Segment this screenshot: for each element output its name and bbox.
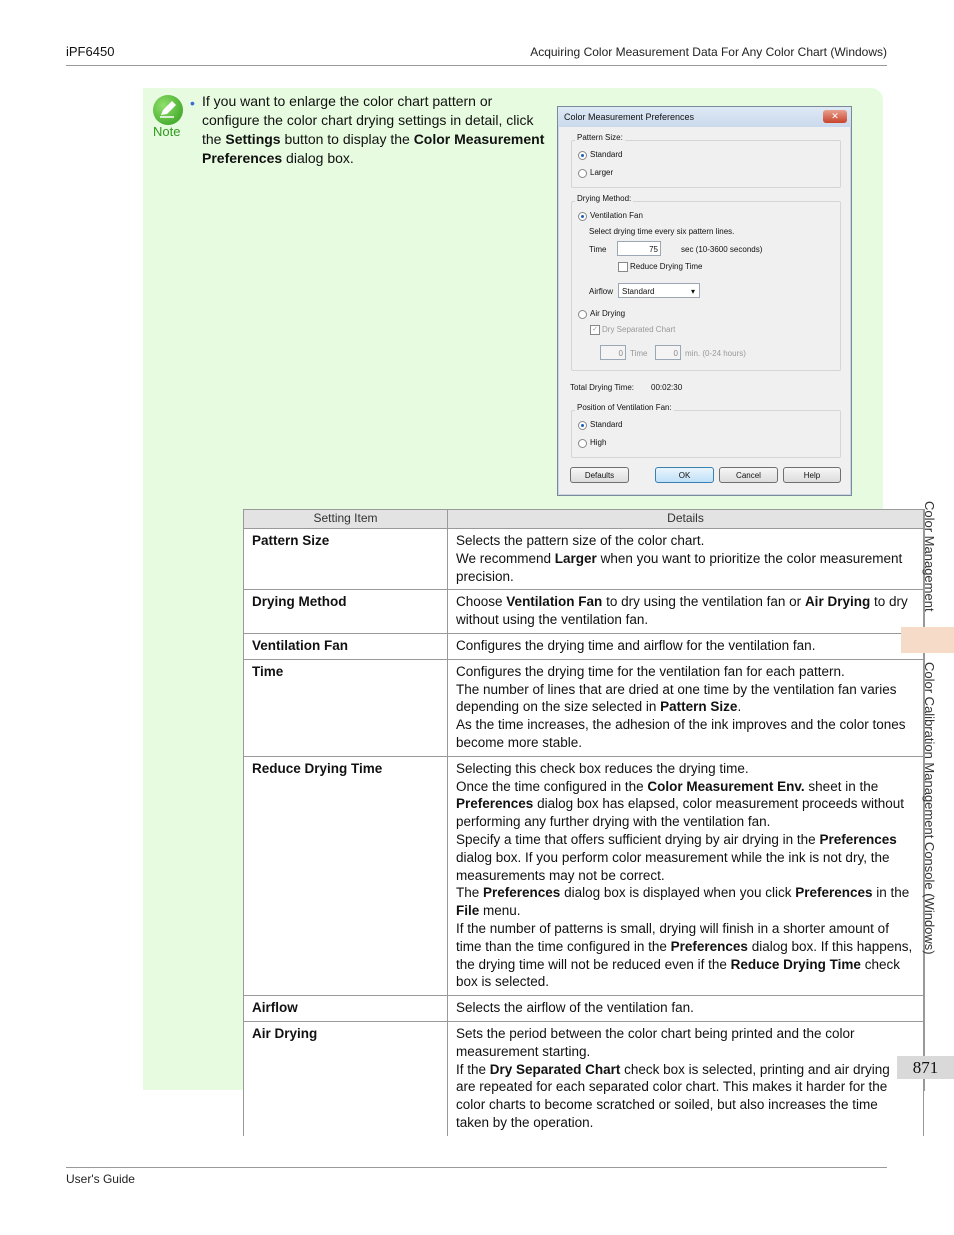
bullet-icon: • <box>190 95 195 111</box>
table-row <box>244 996 924 1022</box>
page-number: 871 <box>897 1056 954 1079</box>
table-row <box>244 756 924 995</box>
time-input[interactable]: 75 <box>617 241 661 256</box>
header-setting-item: Setting Item <box>244 510 448 529</box>
reduce-drying-time-checkbox[interactable] <box>618 262 628 272</box>
table-row <box>244 529 924 590</box>
table-row <box>244 590 924 634</box>
fan-position-label: Position of Ventilation Fan: <box>577 403 672 412</box>
select-drying-time-text: Select drying time every six pattern lines. <box>589 227 735 236</box>
air-time-label: Time <box>630 349 648 358</box>
cancel-button[interactable]: Cancel <box>719 467 778 483</box>
table-header-row <box>244 510 924 529</box>
air-drying-label: Air Drying <box>590 309 626 318</box>
time-unit: sec (10-3600 seconds) <box>681 245 763 254</box>
total-drying-time-value: 00:02:30 <box>651 383 683 392</box>
fan-standard-radio[interactable] <box>578 421 587 430</box>
note-label: Note <box>153 124 181 139</box>
note-pencil-icon <box>153 95 183 125</box>
drying-method-label: Drying Method: <box>577 194 632 203</box>
row-item: Drying Method <box>244 590 448 634</box>
pattern-larger-label: Larger <box>590 168 614 177</box>
side-tab-marker <box>901 627 954 653</box>
row-details: Selecting this check box reduces the drying time. Once the time configured in the Color Measurement Env. sheet in the Preferences dialog box has elapsed, color measurement proceeds without performing any further drying with the ventilation fan. Specify a time that offers sufficient drying by air drying in the Preferences dialog box. If you perform color measurement while the ink is not dry, the measurements may not be correct. The Preferences dialog box is displayed when you click Preferences in the File menu. If the number of patterns is small, drying will finish in a shorter amount of time than the time configured in the Preferences dialog box. If this happens, the drying time will not be reduced even if the Reduce Drying Time check box is selected. <box>448 756 924 995</box>
pattern-size-label: Pattern Size: <box>577 133 623 142</box>
dry-separated-chart-label: Dry Separated Chart <box>602 325 676 334</box>
side-section-title: Color Calibration Management Console (Windows) <box>922 662 937 955</box>
total-drying-time-label: Total Drying Time: <box>570 383 635 392</box>
row-item: Ventilation Fan <box>244 633 448 659</box>
pattern-size-group <box>571 140 841 188</box>
dialog-close-button[interactable]: ✕ <box>823 110 847 123</box>
pattern-standard-radio[interactable] <box>578 151 587 160</box>
row-details: Choose Ventilation Fan to dry using the ventilation fan or Air Drying to dry without using the ventilation fan. <box>448 590 924 634</box>
air-hours-input[interactable]: 0 <box>600 345 626 360</box>
table-row <box>244 633 924 659</box>
footer-text: User's Guide <box>66 1172 135 1186</box>
row-item: Reduce Drying Time <box>244 756 448 995</box>
row-details: Sets the period between the color chart being printed and the color measurement starting. If the Dry Separated Chart check box is selected, printing and air drying are repeated for each separated color chart. This makes it harder for the color charts to become scratched or soiled, but also increases the time taken by the operation. <box>448 1021 924 1135</box>
header-section-title: Acquiring Color Measurement Data For Any Color Chart (Windows) <box>530 45 887 59</box>
fan-high-label: High <box>590 438 607 447</box>
air-minutes-input[interactable]: 0 <box>655 345 681 360</box>
row-details: Selects the pattern size of the color chart. We recommend Larger when you want to prioritize the color measurement precision. <box>448 529 924 590</box>
side-chapter-title: Color Management <box>922 501 937 612</box>
ventilation-fan-radio[interactable] <box>578 212 587 221</box>
fan-high-radio[interactable] <box>578 439 587 448</box>
reduce-drying-time-label: Reduce Drying Time <box>630 262 703 271</box>
pattern-standard-label: Standard <box>590 150 623 159</box>
ok-button[interactable]: OK <box>655 467 714 483</box>
footer-divider <box>66 1167 887 1168</box>
row-details: Configures the drying time and airflow for the ventilation fan. <box>448 633 924 659</box>
row-details: Configures the drying time for the ventilation fan for each pattern. The number of lines that are dried at one time by the ventilation fan varies depending on the size selected in Pattern Size. As the time increases, the adhesion of the ink improves and the color tones become more stable. <box>448 659 924 756</box>
settings-table <box>243 509 924 1136</box>
pattern-larger-radio[interactable] <box>578 169 587 178</box>
air-drying-radio[interactable] <box>578 310 587 319</box>
color-measurement-preferences-dialog <box>557 106 852 496</box>
row-details: Selects the airflow of the ventilation fan. <box>448 996 924 1022</box>
dialog-title: Color Measurement Preferences <box>564 112 695 122</box>
time-label: Time <box>589 245 607 254</box>
help-button[interactable]: Help <box>783 467 841 483</box>
table-row <box>244 659 924 756</box>
ventilation-fan-label: Ventilation Fan <box>590 211 643 220</box>
dialog-title-bar <box>558 107 851 127</box>
defaults-button[interactable]: Defaults <box>570 467 629 483</box>
row-item: Pattern Size <box>244 529 448 590</box>
header-divider <box>66 65 887 66</box>
row-item: Air Drying <box>244 1021 448 1135</box>
airflow-label: Airflow <box>589 287 614 296</box>
fan-standard-label: Standard <box>590 420 623 429</box>
chevron-down-icon: ▾ <box>690 287 695 296</box>
note-text: If you want to enlarge the color chart pattern or configure the color chart drying settings in detail, click the Settings button to display the Color Measurement Preferences dialog box. <box>202 93 545 166</box>
dry-separated-chart-checkbox[interactable]: ✓ <box>590 325 600 335</box>
row-item: Airflow <box>244 996 448 1022</box>
row-item: Time <box>244 659 448 756</box>
airflow-select[interactable] <box>618 283 700 298</box>
header-details: Details <box>448 510 924 529</box>
table-row <box>244 1021 924 1135</box>
airflow-value: Standard <box>622 287 655 296</box>
fan-position-group <box>571 410 841 458</box>
air-time-unit: min. (0-24 hours) <box>685 349 746 358</box>
header-model: iPF6450 <box>66 44 115 59</box>
